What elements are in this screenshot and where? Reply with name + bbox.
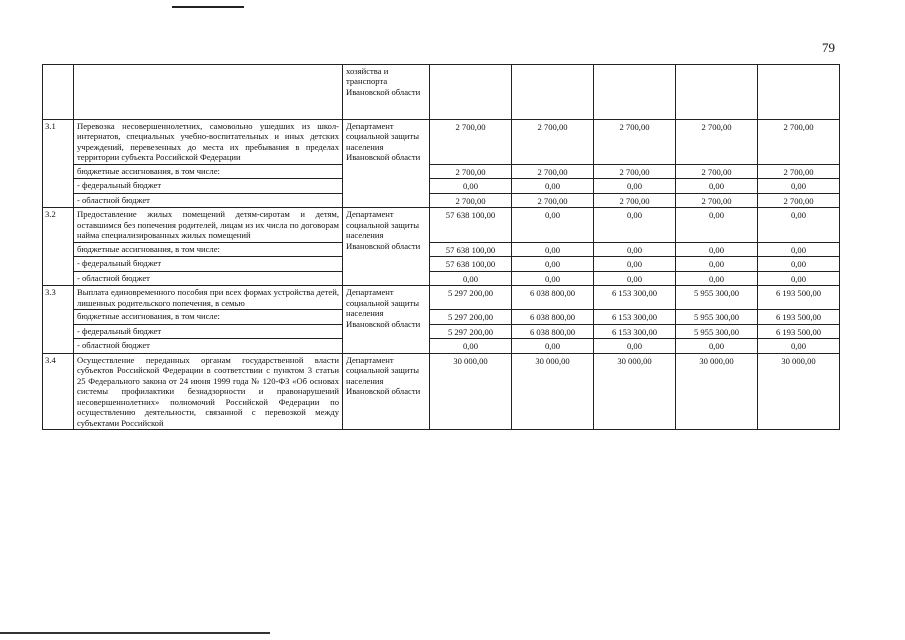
budget-row [43, 242, 840, 256]
budget-row-label: бюджетные ассигнования, в том числе: [74, 164, 343, 178]
budget-row-label: бюджетные ассигнования, в том числе: [74, 242, 343, 256]
budget-row-label: - федеральный бюджет [74, 324, 343, 338]
amount-cell: 0,00 [594, 257, 676, 271]
amount-cell: 0,00 [430, 339, 512, 353]
section-title: Выплата единовременного пособия при всех формах устройства детей, лишенных родительского попечения, в семью [74, 286, 343, 310]
continuation-row [43, 65, 840, 120]
amount-cell: 6 153 300,00 [594, 286, 676, 310]
amount-cell: 0,00 [512, 242, 594, 256]
amount-cell: 2 700,00 [594, 193, 676, 207]
amount-cell: 0,00 [758, 271, 840, 285]
amount-cell: 2 700,00 [512, 120, 594, 165]
budget-row [43, 271, 840, 285]
amount-cell: 0,00 [594, 271, 676, 285]
amount-cell: 2 700,00 [512, 193, 594, 207]
amount-cell: 2 700,00 [676, 120, 758, 165]
amount-cell: 57 638 100,00 [430, 242, 512, 256]
amount-cell: 0,00 [676, 179, 758, 193]
amount-cell: 0,00 [512, 257, 594, 271]
section-number: 3.1 [43, 120, 74, 208]
amount-cell: 0,00 [512, 339, 594, 353]
amount-cell: 30 000,00 [676, 353, 758, 429]
amount-cell: 0,00 [758, 339, 840, 353]
section-department: Департамент социальной защиты населения Ивановской области [343, 353, 430, 429]
budget-row-label: - федеральный бюджет [74, 257, 343, 271]
amount-cell: 0,00 [758, 242, 840, 256]
section-department: Департамент социальной защиты населения Ивановской области [343, 208, 430, 286]
amount-cell: 0,00 [676, 271, 758, 285]
top-rule [172, 6, 244, 8]
bottom-rule [0, 632, 270, 634]
amount-cell: 0,00 [594, 179, 676, 193]
section-title: Предоставление жилых помещений детям-сиротам и детям, оставшимся без попечения родителей, лицам из их числа по договорам найма специализированных жилых помещений [74, 208, 343, 242]
amount-cell: 0,00 [676, 339, 758, 353]
section-number: 3.4 [43, 353, 74, 429]
section-number: 3.3 [43, 286, 74, 353]
amount-cell: 0,00 [676, 242, 758, 256]
amount-cell: 2 700,00 [758, 164, 840, 178]
section-title: Осуществление переданных органам государственной власти субъектов Российской Федерации в соответствии с пунктом 3 статьи 25 Федерального закона от 24 июня 1999 года № 120-ФЗ «Об основах системы профилактики безнадзорности и правонарушений несовершеннолетних» полномочий Российской Федерации по осуществлению деятельности, связанной с перевозкой между субъектами Российской [74, 353, 343, 429]
amount-cell: 5 297 200,00 [430, 310, 512, 324]
amount-cell: 57 638 100,00 [430, 257, 512, 271]
budget-row-label: - федеральный бюджет [74, 179, 343, 193]
budget-row [43, 339, 840, 353]
budget-row [43, 310, 840, 324]
section-title: Перевозка несовершеннолетних, самовольно ушедших из школ-интернатов, специальных учебно-воспитательных и иных детских учреждений, перевезенных до места их пребывания в пределах территории субъекта Российской Федерации [74, 120, 343, 165]
amount-cell: 5 297 200,00 [430, 286, 512, 310]
amount-cell: 30 000,00 [594, 353, 676, 429]
budget-row [43, 179, 840, 193]
continuation-department: хозяйства и транспорта Ивановской области [343, 65, 430, 120]
budget-row-label: - областной бюджет [74, 271, 343, 285]
amount-cell: 30 000,00 [430, 353, 512, 429]
budget-table [42, 64, 840, 430]
amount-cell: 2 700,00 [594, 120, 676, 165]
amount-cell: 0,00 [676, 257, 758, 271]
amount-cell: 5 955 300,00 [676, 286, 758, 310]
amount-cell: 2 700,00 [758, 120, 840, 165]
section-number: 3.2 [43, 208, 74, 286]
amount-cell: 0,00 [512, 271, 594, 285]
budget-row [43, 257, 840, 271]
amount-cell: 0,00 [430, 179, 512, 193]
section-row [43, 286, 840, 310]
amount-cell: 2 700,00 [512, 164, 594, 178]
amount-cell: 0,00 [758, 257, 840, 271]
amount-cell: 2 700,00 [676, 193, 758, 207]
section-department: Департамент социальной защиты населения Ивановской области [343, 286, 430, 353]
amount-cell: 0,00 [430, 271, 512, 285]
amount-cell: 6 153 300,00 [594, 310, 676, 324]
amount-cell: 2 700,00 [676, 164, 758, 178]
amount-cell: 6 153 300,00 [594, 324, 676, 338]
amount-cell: 5 955 300,00 [676, 310, 758, 324]
amount-cell: 5 955 300,00 [676, 324, 758, 338]
amount-cell: 0,00 [594, 208, 676, 242]
section-row [43, 120, 840, 165]
amount-cell: 6 038 800,00 [512, 310, 594, 324]
amount-cell: 0,00 [512, 208, 594, 242]
amount-cell: 0,00 [676, 208, 758, 242]
amount-cell: 2 700,00 [430, 120, 512, 165]
amount-cell: 2 700,00 [430, 193, 512, 207]
amount-cell: 0,00 [758, 179, 840, 193]
amount-cell: 0,00 [758, 208, 840, 242]
amount-cell: 0,00 [594, 339, 676, 353]
amount-cell: 2 700,00 [594, 164, 676, 178]
amount-cell: 0,00 [512, 179, 594, 193]
budget-row-label: бюджетные ассигнования, в том числе: [74, 310, 343, 324]
amount-cell: 2 700,00 [430, 164, 512, 178]
amount-cell: 6 193 500,00 [758, 310, 840, 324]
amount-cell: 6 038 800,00 [512, 324, 594, 338]
section-department: Департамент социальной защиты населения Ивановской области [343, 120, 430, 208]
amount-cell: 57 638 100,00 [430, 208, 512, 242]
budget-row [43, 193, 840, 207]
budget-row-label: - областной бюджет [74, 193, 343, 207]
section-row [43, 208, 840, 242]
page-number: 79 [822, 40, 835, 55]
amount-cell: 6 038 800,00 [512, 286, 594, 310]
budget-row [43, 324, 840, 338]
amount-cell: 0,00 [594, 242, 676, 256]
amount-cell: 6 193 500,00 [758, 286, 840, 310]
amount-cell: 30 000,00 [512, 353, 594, 429]
amount-cell: 6 193 500,00 [758, 324, 840, 338]
amount-cell: 5 297 200,00 [430, 324, 512, 338]
section-row [43, 353, 840, 429]
budget-row-label: - областной бюджет [74, 339, 343, 353]
budget-row [43, 164, 840, 178]
amount-cell: 30 000,00 [758, 353, 840, 429]
amount-cell: 2 700,00 [758, 193, 840, 207]
